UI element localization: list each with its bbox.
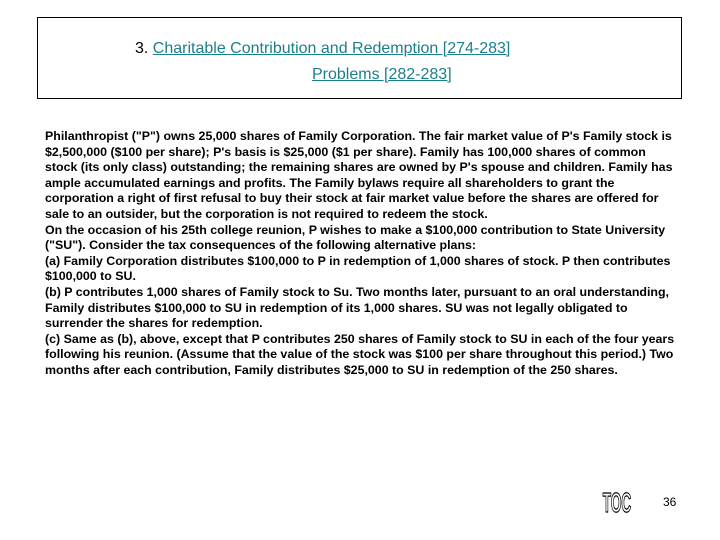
paragraph-plan-b: (b) P contributes 1,000 shares of Family stock to Su. Two months later, pursuant to an oral understanding, Family distributes $100,000 to SU in redemption of its 1,000 shares. SU was not legally obligated to surrender the shares for redemption.: [45, 284, 669, 331]
paragraph-facts: Philanthropist ("P") owns 25,000 shares of Family Corporation. The fair market value of P's Family stock is $2,500,000 ($100 per share); P's basis is $25,000 ($1 per share). Family has 100,000 shares of common stock (its only class) outstanding; the remaining shares are owned by P's spouse and children. Family has ample accumulated earnings and profits. The Family bylaws require all shareholders to grant the corporation a right of first refusal to buy their stock at fair market value before the shares are offered for sale to an outsider, but the corporation is not required to redeem the stock.: [45, 129, 673, 221]
subtitle-link[interactable]: Problems [282-283]: [312, 66, 452, 83]
title-line-1: [135, 40, 510, 58]
toc-button[interactable]: [597, 488, 637, 518]
paragraph-plan-a: (a) Family Corporation distributes $100,000 to P in redemption of 1,000 shares of stock. P then contributes $100,000 to SU.: [45, 253, 671, 284]
title-link[interactable]: Charitable Contribution and Redemption [274-283]: [152, 40, 511, 57]
toc-label: TOC: [602, 488, 632, 518]
page-number: 36: [663, 495, 677, 509]
title-number: 3.: [135, 40, 149, 57]
title-line-2: [312, 66, 452, 84]
paragraph-question: On the occasion of his 25th college reunion, P wishes to make a $100,000 contribution to State University ("SU"). Consider the tax consequences of the following alternative plans:: [45, 222, 666, 253]
paragraph-plan-c: (c) Same as (b), above, except that P contributes 250 shares of Family stock to SU in each of the four years following his reunion. (Assume that the value of the stock was $100 per share throughout this period.) Two months after each contribution, Family distributes $25,000 to SU in redemption of the 250 shares.: [45, 331, 675, 377]
title-box: [37, 17, 682, 99]
problem-text: [45, 129, 681, 379]
